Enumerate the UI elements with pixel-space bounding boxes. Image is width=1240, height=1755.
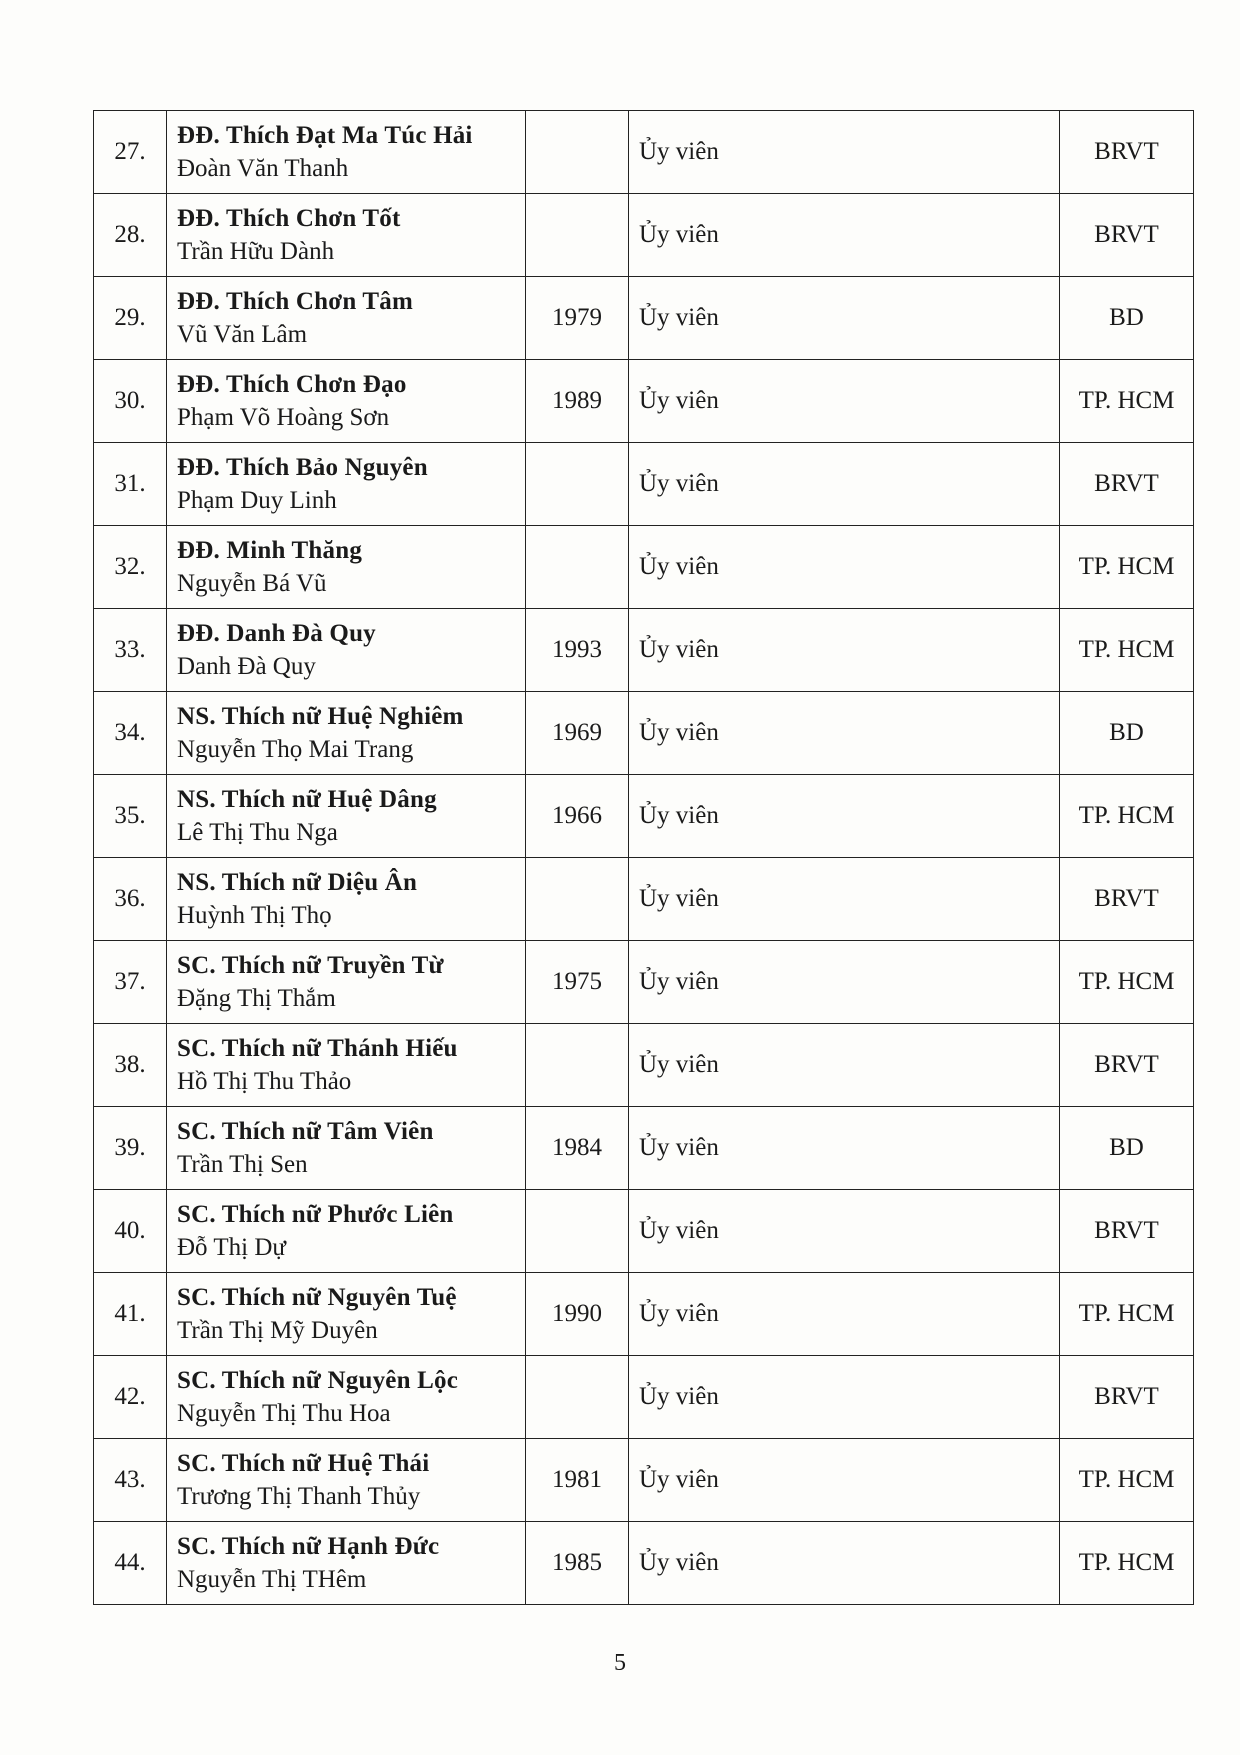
- table-row: [94, 111, 1194, 194]
- role: Ủy viên: [629, 1273, 1060, 1356]
- lay-name: Hồ Thị Thu Thảo: [177, 1068, 352, 1095]
- birth-year: [526, 1356, 629, 1439]
- role: Ủy viên: [629, 858, 1060, 941]
- row-number: 44.: [94, 1522, 167, 1605]
- row-number: 36.: [94, 858, 167, 941]
- birth-year: [526, 1024, 629, 1107]
- province: BRVT: [1060, 858, 1194, 941]
- province: BRVT: [1060, 194, 1194, 277]
- member-name-cell: [167, 609, 526, 692]
- province: BRVT: [1060, 1024, 1194, 1107]
- birth-year: [526, 858, 629, 941]
- lay-name: Danh Đà Quy: [177, 653, 316, 680]
- role: Ủy viên: [629, 609, 1060, 692]
- role: Ủy viên: [629, 941, 1060, 1024]
- table-row: [94, 443, 1194, 526]
- birth-year: [526, 111, 629, 194]
- province: TP. HCM: [1060, 1273, 1194, 1356]
- row-number: 29.: [94, 277, 167, 360]
- lay-name: Trần Thị Mỹ Duyên: [177, 1317, 378, 1344]
- role: Ủy viên: [629, 1522, 1060, 1605]
- table-row: [94, 858, 1194, 941]
- member-name-cell: [167, 1273, 526, 1356]
- table-row: [94, 1107, 1194, 1190]
- religious-name: SC. Thích nữ Tâm Viên: [177, 1118, 434, 1145]
- lay-name: Trần Hữu Dành: [177, 238, 335, 265]
- lay-name: Phạm Duy Linh: [177, 487, 337, 514]
- religious-name: ĐĐ. Thích Đạt Ma Túc Hải: [177, 122, 473, 149]
- religious-name: ĐĐ. Danh Đà Quy: [177, 620, 376, 647]
- religious-name: SC. Thích nữ Nguyên Lộc: [177, 1367, 459, 1394]
- member-name-cell: [167, 111, 526, 194]
- member-name-cell: [167, 1024, 526, 1107]
- table-row: [94, 526, 1194, 609]
- table-row: [94, 1024, 1194, 1107]
- member-name-cell: [167, 1439, 526, 1522]
- row-number: 39.: [94, 1107, 167, 1190]
- member-table-body: [94, 111, 1194, 1605]
- birth-year: 1990: [526, 1273, 629, 1356]
- province: BD: [1060, 1107, 1194, 1190]
- lay-name: Trần Thị Sen: [177, 1151, 308, 1178]
- row-number: 37.: [94, 941, 167, 1024]
- province: TP. HCM: [1060, 941, 1194, 1024]
- role: Ủy viên: [629, 1356, 1060, 1439]
- religious-name: SC. Thích nữ Truyền Từ: [177, 952, 444, 979]
- row-number: 41.: [94, 1273, 167, 1356]
- religious-name: NS. Thích nữ Diệu Ân: [177, 869, 418, 896]
- province: TP. HCM: [1060, 360, 1194, 443]
- row-number: 43.: [94, 1439, 167, 1522]
- religious-name: SC. Thích nữ Huệ Thái: [177, 1450, 430, 1477]
- birth-year: [526, 443, 629, 526]
- row-number: 28.: [94, 194, 167, 277]
- table-row: [94, 1356, 1194, 1439]
- province: TP. HCM: [1060, 526, 1194, 609]
- religious-name: SC. Thích nữ Thánh Hiếu: [177, 1035, 458, 1062]
- province: BRVT: [1060, 1356, 1194, 1439]
- role: Ủy viên: [629, 194, 1060, 277]
- lay-name: Trương Thị Thanh Thủy: [177, 1483, 421, 1510]
- table-row: [94, 775, 1194, 858]
- religious-name: SC. Thích nữ Phước Liên: [177, 1201, 454, 1228]
- religious-name: SC. Thích nữ Nguyên Tuệ: [177, 1284, 457, 1311]
- role: Ủy viên: [629, 1107, 1060, 1190]
- province: TP. HCM: [1060, 775, 1194, 858]
- religious-name: ĐĐ. Thích Bảo Nguyên: [177, 454, 428, 481]
- member-name-cell: [167, 941, 526, 1024]
- row-number: 38.: [94, 1024, 167, 1107]
- row-number: 35.: [94, 775, 167, 858]
- lay-name: Huỳnh Thị Thọ: [177, 902, 332, 929]
- role: Ủy viên: [629, 1439, 1060, 1522]
- birth-year: 1981: [526, 1439, 629, 1522]
- row-number: 27.: [94, 111, 167, 194]
- religious-name: ĐĐ. Minh Thăng: [177, 537, 363, 564]
- table-row: [94, 941, 1194, 1024]
- province: TP. HCM: [1060, 1439, 1194, 1522]
- lay-name: Đoàn Văn Thanh: [177, 155, 349, 182]
- member-name-cell: [167, 692, 526, 775]
- province: BRVT: [1060, 443, 1194, 526]
- lay-name: Đỗ Thị Dự: [177, 1234, 286, 1261]
- birth-year: 1975: [526, 941, 629, 1024]
- member-name-cell: [167, 1356, 526, 1439]
- lay-name: Nguyễn Thị THêm: [177, 1566, 367, 1593]
- lay-name: Vũ Văn Lâm: [177, 321, 308, 348]
- role: Ủy viên: [629, 277, 1060, 360]
- lay-name: Nguyễn Bá Vũ: [177, 570, 327, 597]
- birth-year: [526, 1190, 629, 1273]
- birth-year: 1966: [526, 775, 629, 858]
- member-name-cell: [167, 194, 526, 277]
- member-name-cell: [167, 526, 526, 609]
- religious-name: NS. Thích nữ Huệ Dâng: [177, 786, 437, 813]
- row-number: 32.: [94, 526, 167, 609]
- row-number: 30.: [94, 360, 167, 443]
- table-row: [94, 1439, 1194, 1522]
- table-row: [94, 692, 1194, 775]
- province: TP. HCM: [1060, 609, 1194, 692]
- province: BD: [1060, 692, 1194, 775]
- religious-name: ĐĐ. Thích Chơn Tốt: [177, 205, 401, 232]
- table-row: [94, 1190, 1194, 1273]
- birth-year: 1989: [526, 360, 629, 443]
- lay-name: Đặng Thị Thắm: [177, 985, 336, 1012]
- table-row: [94, 1522, 1194, 1605]
- table-row: [94, 609, 1194, 692]
- member-name-cell: [167, 277, 526, 360]
- religious-name: NS. Thích nữ Huệ Nghiêm: [177, 703, 464, 730]
- member-name-cell: [167, 1107, 526, 1190]
- member-name-cell: [167, 1190, 526, 1273]
- birth-year: 1969: [526, 692, 629, 775]
- province: TP. HCM: [1060, 1522, 1194, 1605]
- birth-year: 1993: [526, 609, 629, 692]
- member-name-cell: [167, 1522, 526, 1605]
- religious-name: ĐĐ. Thích Chơn Đạo: [177, 371, 407, 398]
- role: Ủy viên: [629, 360, 1060, 443]
- table-row: [94, 1273, 1194, 1356]
- table-row: [94, 194, 1194, 277]
- birth-year: 1984: [526, 1107, 629, 1190]
- birth-year: 1979: [526, 277, 629, 360]
- member-name-cell: [167, 360, 526, 443]
- role: Ủy viên: [629, 1190, 1060, 1273]
- role: Ủy viên: [629, 526, 1060, 609]
- member-name-cell: [167, 775, 526, 858]
- religious-name: ĐĐ. Thích Chơn Tâm: [177, 288, 414, 315]
- birth-year: 1985: [526, 1522, 629, 1605]
- row-number: 33.: [94, 609, 167, 692]
- province: BRVT: [1060, 111, 1194, 194]
- province: BD: [1060, 277, 1194, 360]
- province: BRVT: [1060, 1190, 1194, 1273]
- role: Ủy viên: [629, 111, 1060, 194]
- lay-name: Nguyễn Thị Thu Hoa: [177, 1400, 391, 1427]
- row-number: 31.: [94, 443, 167, 526]
- birth-year: [526, 194, 629, 277]
- member-table: [93, 110, 1194, 1605]
- page-number: 5: [614, 1650, 626, 1676]
- role: Ủy viên: [629, 692, 1060, 775]
- table-row: [94, 360, 1194, 443]
- role: Ủy viên: [629, 1024, 1060, 1107]
- lay-name: Nguyễn Thọ Mai Trang: [177, 736, 414, 763]
- lay-name: Lê Thị Thu Nga: [177, 819, 338, 846]
- member-name-cell: [167, 443, 526, 526]
- role: Ủy viên: [629, 443, 1060, 526]
- lay-name: Phạm Võ Hoàng Sơn: [177, 404, 390, 431]
- table-row: [94, 277, 1194, 360]
- religious-name: SC. Thích nữ Hạnh Đức: [177, 1533, 440, 1560]
- role: Ủy viên: [629, 775, 1060, 858]
- row-number: 42.: [94, 1356, 167, 1439]
- row-number: 34.: [94, 692, 167, 775]
- member-name-cell: [167, 858, 526, 941]
- birth-year: [526, 526, 629, 609]
- row-number: 40.: [94, 1190, 167, 1273]
